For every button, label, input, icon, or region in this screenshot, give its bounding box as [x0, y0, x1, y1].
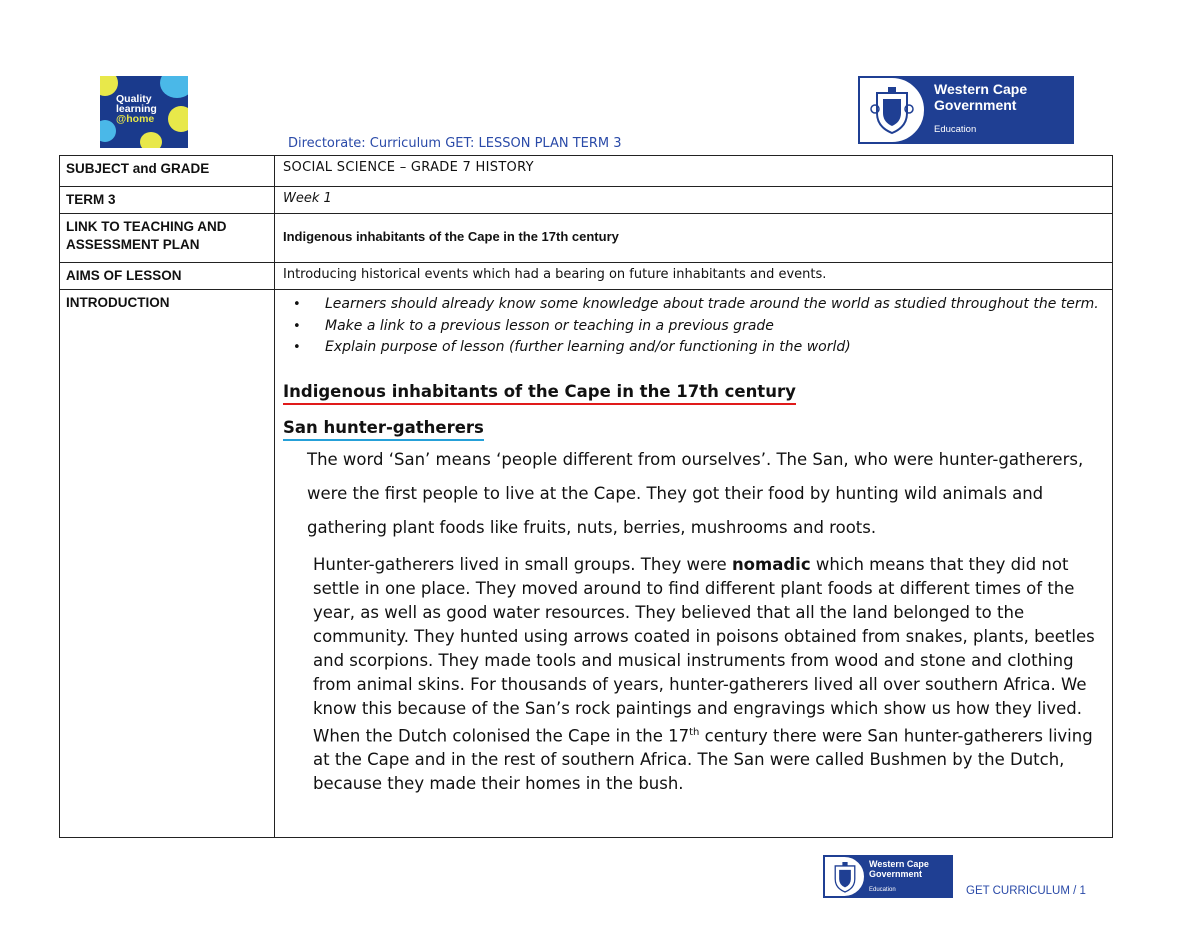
subject-label: SUBJECT and GRADE — [60, 156, 275, 187]
aims-label: AIMS OF LESSON — [60, 263, 275, 290]
list-item: • Make a link to a previous lesson or teaching in a previous grade — [293, 316, 1104, 338]
footer-page-label: GET CURRICULUM / 1 — [966, 885, 1086, 897]
table-row — [60, 156, 1113, 187]
term-label: TERM 3 — [60, 187, 275, 214]
western-cape-government-logo: Western Cape Government Education — [858, 76, 1074, 144]
lesson-plan-table — [59, 155, 1113, 838]
subject-value: SOCIAL SCIENCE – GRADE 7 HISTORY — [275, 156, 1113, 187]
coat-of-arms-icon — [858, 76, 926, 144]
directorate-heading: Directorate: Curriculum GET: LESSON PLAN TERM 3 — [288, 136, 622, 151]
nomadic-term: nomadic — [731, 554, 811, 574]
introduction-label: INTRODUCTION — [60, 290, 275, 838]
paragraph-hunter-gatherers: Hunter-gatherers lived in small groups. They were nomadic which means that they did not settle in one place. They moved around to find different plant foods at different times of the year, as well as good water resources. They believed that all the land belonged to the community. They hunted using arrows coated in poisons obtained from snakes, plants, beetles and scorpions. They made tools and musical instruments from wood and stone and clothing from animal skins. For thousands of years, hunter-gatherers lived all over southern Africa. We know this because of the San’s rock paintings and engravings which show us how they lived. When the Dutch colonised the Cape in the 17th century there were San hunter-gatherers living at the Cape and in the rest of southern Africa. The San were called Bushmen by the Dutch, because they made their homes in the bush. — [313, 554, 1095, 793]
table-row — [60, 263, 1113, 290]
sub-heading: San hunter-gatherers — [283, 417, 484, 441]
lesson-title: Indigenous inhabitants of the Cape in the 17th century — [275, 214, 1113, 263]
introduction-content — [275, 290, 1113, 838]
introduction-bullets — [293, 294, 1104, 359]
quality-learning-logo: Quality learning @home — [100, 76, 188, 148]
aims-value: Introducing historical events which had a bearing on future inhabitants and events. — [275, 263, 1113, 290]
list-item: • Explain purpose of lesson (further learning and/or functioning in the world) — [293, 337, 1104, 359]
list-item: • Learners should already know some knowledge about trade around the world as studied throughout the term. — [293, 294, 1104, 316]
coat-of-arms-icon — [823, 855, 866, 898]
table-row — [60, 187, 1113, 214]
section-heading: Indigenous inhabitants of the Cape in the 17th century — [283, 381, 796, 405]
table-row — [60, 290, 1113, 838]
table-row — [60, 214, 1113, 263]
term-value: Week 1 — [275, 187, 1113, 214]
link-label: LINK TO TEACHING AND ASSESSMENT PLAN — [60, 214, 275, 263]
footer-wcg-logo: Western Cape Government Education — [823, 855, 953, 898]
paragraph-san-meaning: The word ‘San’ means ‘people different from ourselves’. The San, who were hunter-gatherers, were the first people to live at the Cape. They got their food by hunting wild animals and gathering plant foods like fruits, nuts, berries, mushrooms and roots. — [307, 449, 1084, 537]
